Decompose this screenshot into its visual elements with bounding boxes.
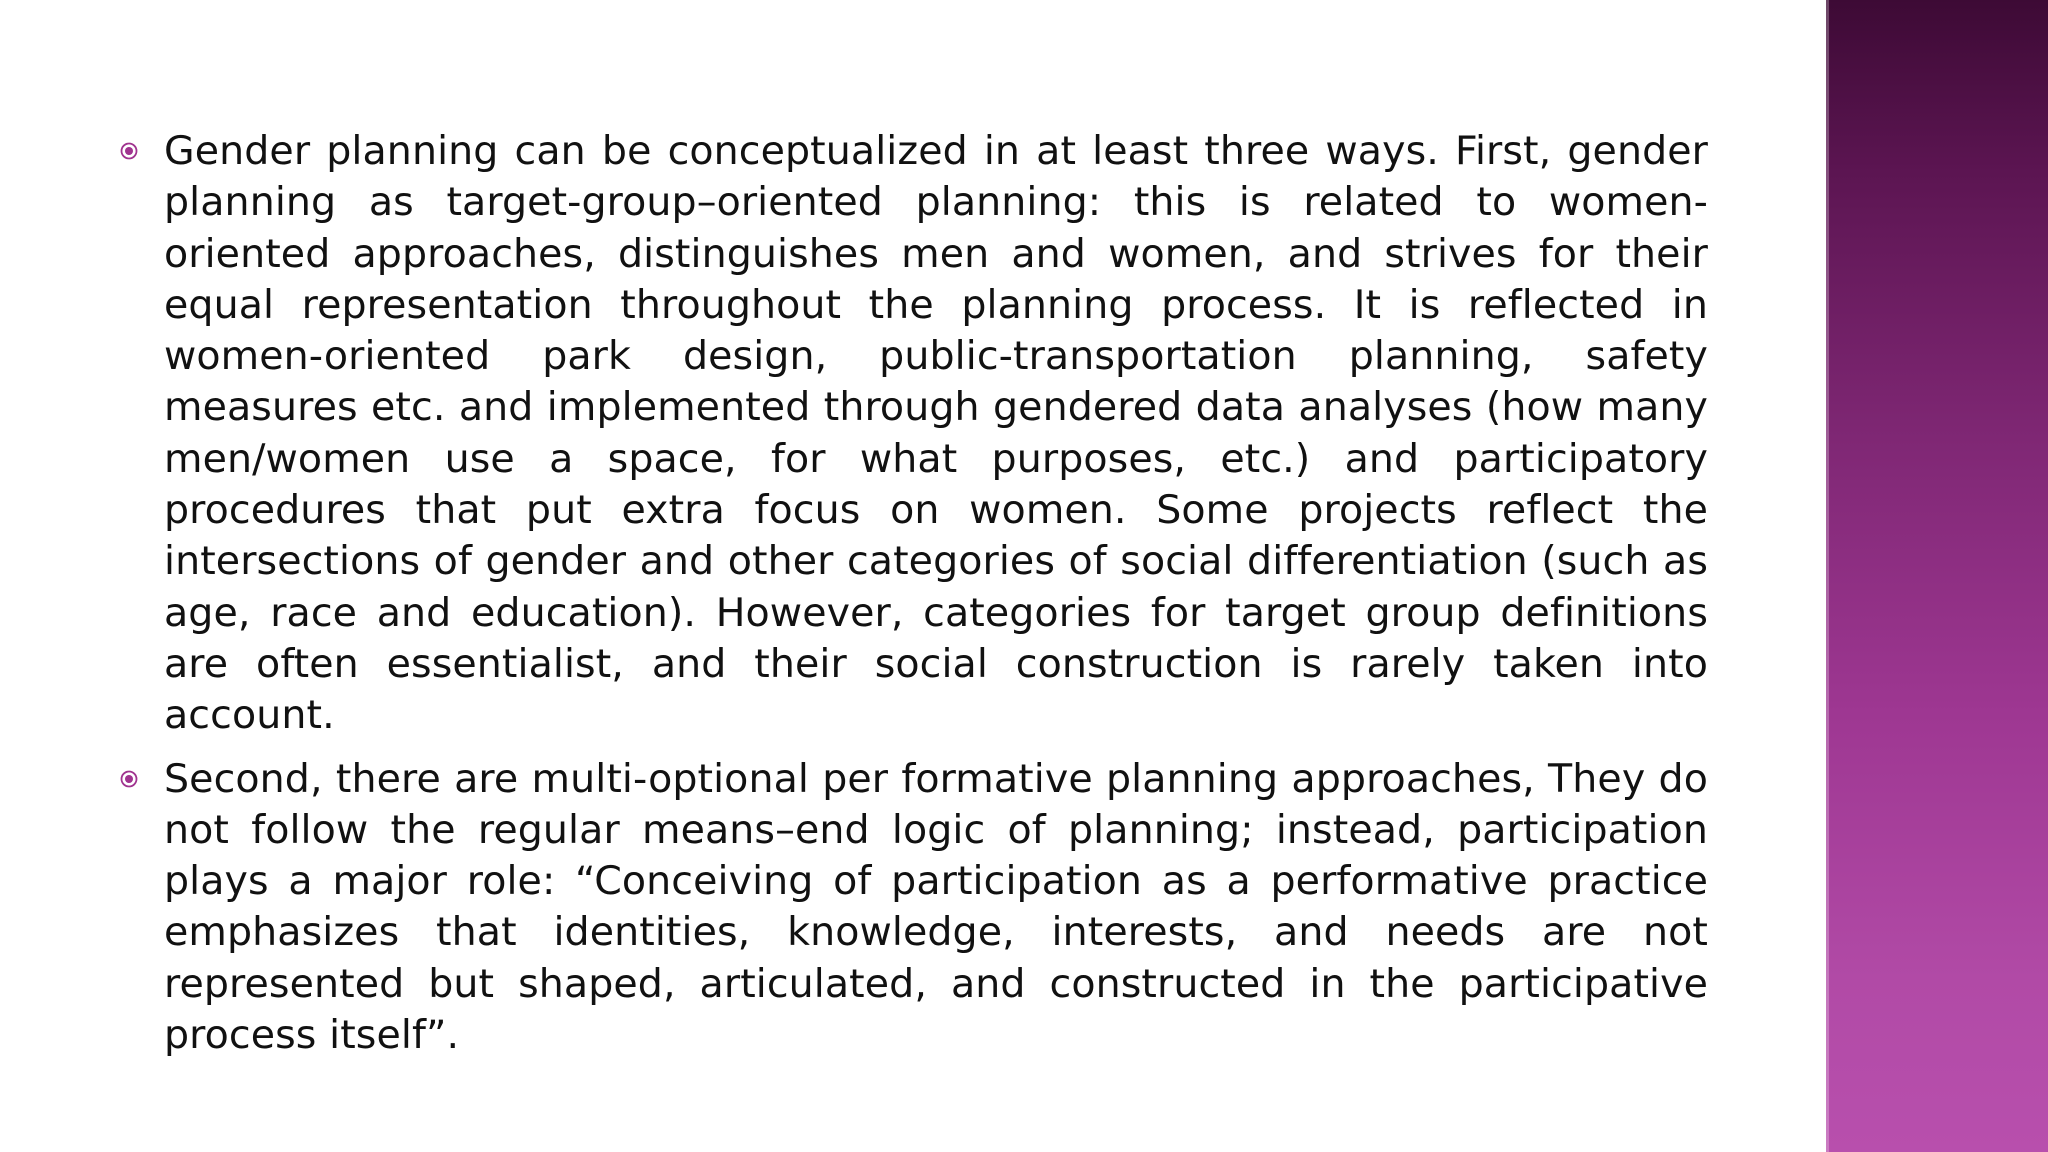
decorative-side-panel bbox=[1826, 0, 2048, 1152]
bullet-text-2: Second, there are multi-optional per formative planning approaches, They do not follow the regular means–end logic of planning; instead, participation plays a major role: “Conceiving of participation as a performative practice emphasizes that identities, knowledge, interests, and needs are not represented but shaped, articulated, and constructed in the participative process itself”. bbox=[164, 755, 1708, 1059]
bullet-item-2 bbox=[118, 754, 1708, 1062]
bullet-text-1: Gender planning can be conceptualized in at least three ways. First, gender planning as target-group–oriented planning: this is related to women-oriented approaches, distinguishes men and women, and strives for their equal representation throughout the planning process. It is reflected in women-oriented park design, public-transportation planning, safety measures etc. and implemented through gendered data analyses (how many men/women use a space, for what purposes, etc.) and participatory procedures that put extra focus on women. Some projects reflect the intersections of gender and other categories of social differentiation (such as age, race and education). However, categories for target group definitions are often essentialist, and their social construction is rarely taken into account. bbox=[164, 128, 1708, 739]
circle-dot-icon bbox=[120, 142, 138, 160]
bullet-item-1 bbox=[118, 126, 1708, 742]
slide-content bbox=[118, 126, 1708, 1073]
circle-dot-icon bbox=[120, 770, 138, 788]
